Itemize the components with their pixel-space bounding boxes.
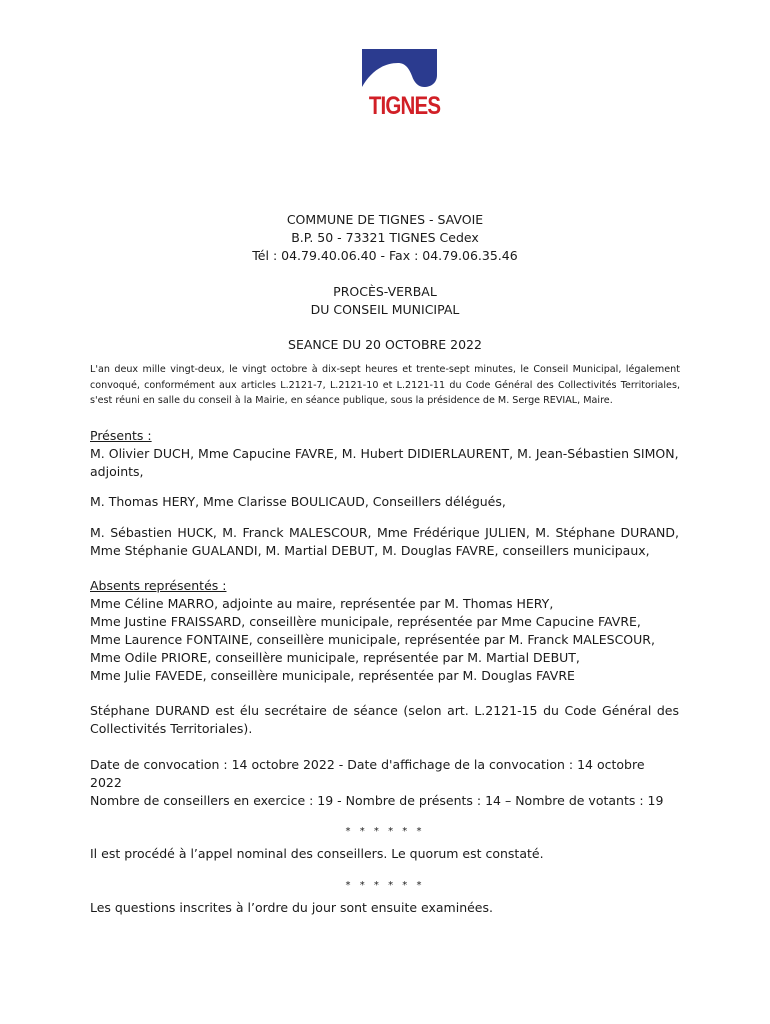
appel-text: Il est procédé à l’appel nominal des conseillers. Le quorum est constaté. [90, 846, 544, 861]
document-title [0, 283, 770, 319]
title-line-1: PROCÈS-VERBAL [333, 284, 437, 299]
tignes-logo [362, 49, 440, 121]
secretaire-text: Stéphane DURAND est élu secrétaire de séance (selon art. L.2121-15 du Code Général des Collectivités Territoriales). [90, 703, 679, 736]
appel-block [90, 845, 679, 863]
absent-line: Mme Céline MARRO, adjointe au maire, représentée par M. Thomas HERY, [90, 596, 554, 611]
convocation-dates: Date de convocation : 14 octobre 2022 - Date d'affichage de la convocation : 14 octobre 2022 [90, 757, 645, 790]
dates-block [90, 756, 679, 792]
commune-name: COMMUNE DE TIGNES - SAVOIE [286, 212, 484, 227]
presents-conseillers-block [90, 524, 679, 560]
intro-paragraph: L'an deux mille vingt-deux, le vingt octobre à dix-sept heures et trente-sept minutes, le Conseil Municipal, légalement convoqué, conformément aux articles L.2121-7, L.2121-10 et L.2121-11 du Code Général des Collectivités Territoriales, s'est réuni en salle du conseil à la Mairie, en séance publique, sous la présidence de M. Serge REVIAL, Maire. [90, 364, 680, 406]
questions-block [90, 899, 679, 917]
absent-line: Mme Julie FAVEDE, conseillère municipale, représentée par M. Douglas FAVRE [90, 668, 575, 683]
separator-stars: * * * * * * [345, 880, 425, 891]
commune-contact: Tél : 04.79.40.06.40 - Fax : 04.79.06.35.46 [252, 248, 518, 263]
council-counts: Nombre de conseillers en exercice : 19 - Nombre de présents : 14 – Nombre de votants : 19 [90, 793, 664, 808]
questions-text: Les questions inscrites à l’ordre du jour sont ensuite examinées. [90, 900, 493, 915]
presents-delegues: M. Thomas HERY, Mme Clarisse BOULICAUD, Conseillers délégués, [90, 494, 506, 509]
presents-delegues-block [90, 493, 679, 511]
logo-wordmark: TIGNES [368, 92, 441, 120]
session-date: SEANCE DU 20 OCTOBRE 2022 [288, 337, 482, 352]
separator-stars: * * * * * * [345, 826, 425, 837]
session-title [0, 336, 770, 354]
presents-adjoints: M. Olivier DUCH, Mme Capucine FAVRE, M. Hubert DIDIERLAURENT, M. Jean-Sébastien SIMON, adjoints, [90, 446, 679, 479]
absent-line: Mme Laurence FONTAINE, conseillère municipale, représentée par M. Franck MALESCOUR, [90, 632, 655, 647]
presents-heading: Présents : [90, 428, 152, 443]
presents-conseillers: M. Sébastien HUCK, M. Franck MALESCOUR, Mme Frédérique JULIEN, M. Stéphane DURAND, Mme Stéphanie GUALANDI, M. Martial DEBUT, M. Douglas FAVRE, conseillers municipaux, [90, 525, 679, 558]
tignes-mountain-mark [362, 49, 437, 87]
commune-address: B.P. 50 - 73321 TIGNES Cedex [291, 230, 479, 245]
title-line-2: DU CONSEIL MUNICIPAL [310, 302, 460, 317]
absent-line: Mme Justine FRAISSARD, conseillère municipale, représentée par Mme Capucine FAVRE, [90, 614, 641, 629]
counts-block [90, 792, 679, 810]
absent-line: Mme Odile PRIORE, conseillère municipale, représentée par M. Martial DEBUT, [90, 650, 580, 665]
presents-section [90, 427, 679, 481]
absents-heading: Absents représentés : [90, 578, 227, 593]
absents-section [90, 577, 679, 685]
secretaire-block [90, 702, 679, 738]
commune-header [0, 211, 770, 265]
